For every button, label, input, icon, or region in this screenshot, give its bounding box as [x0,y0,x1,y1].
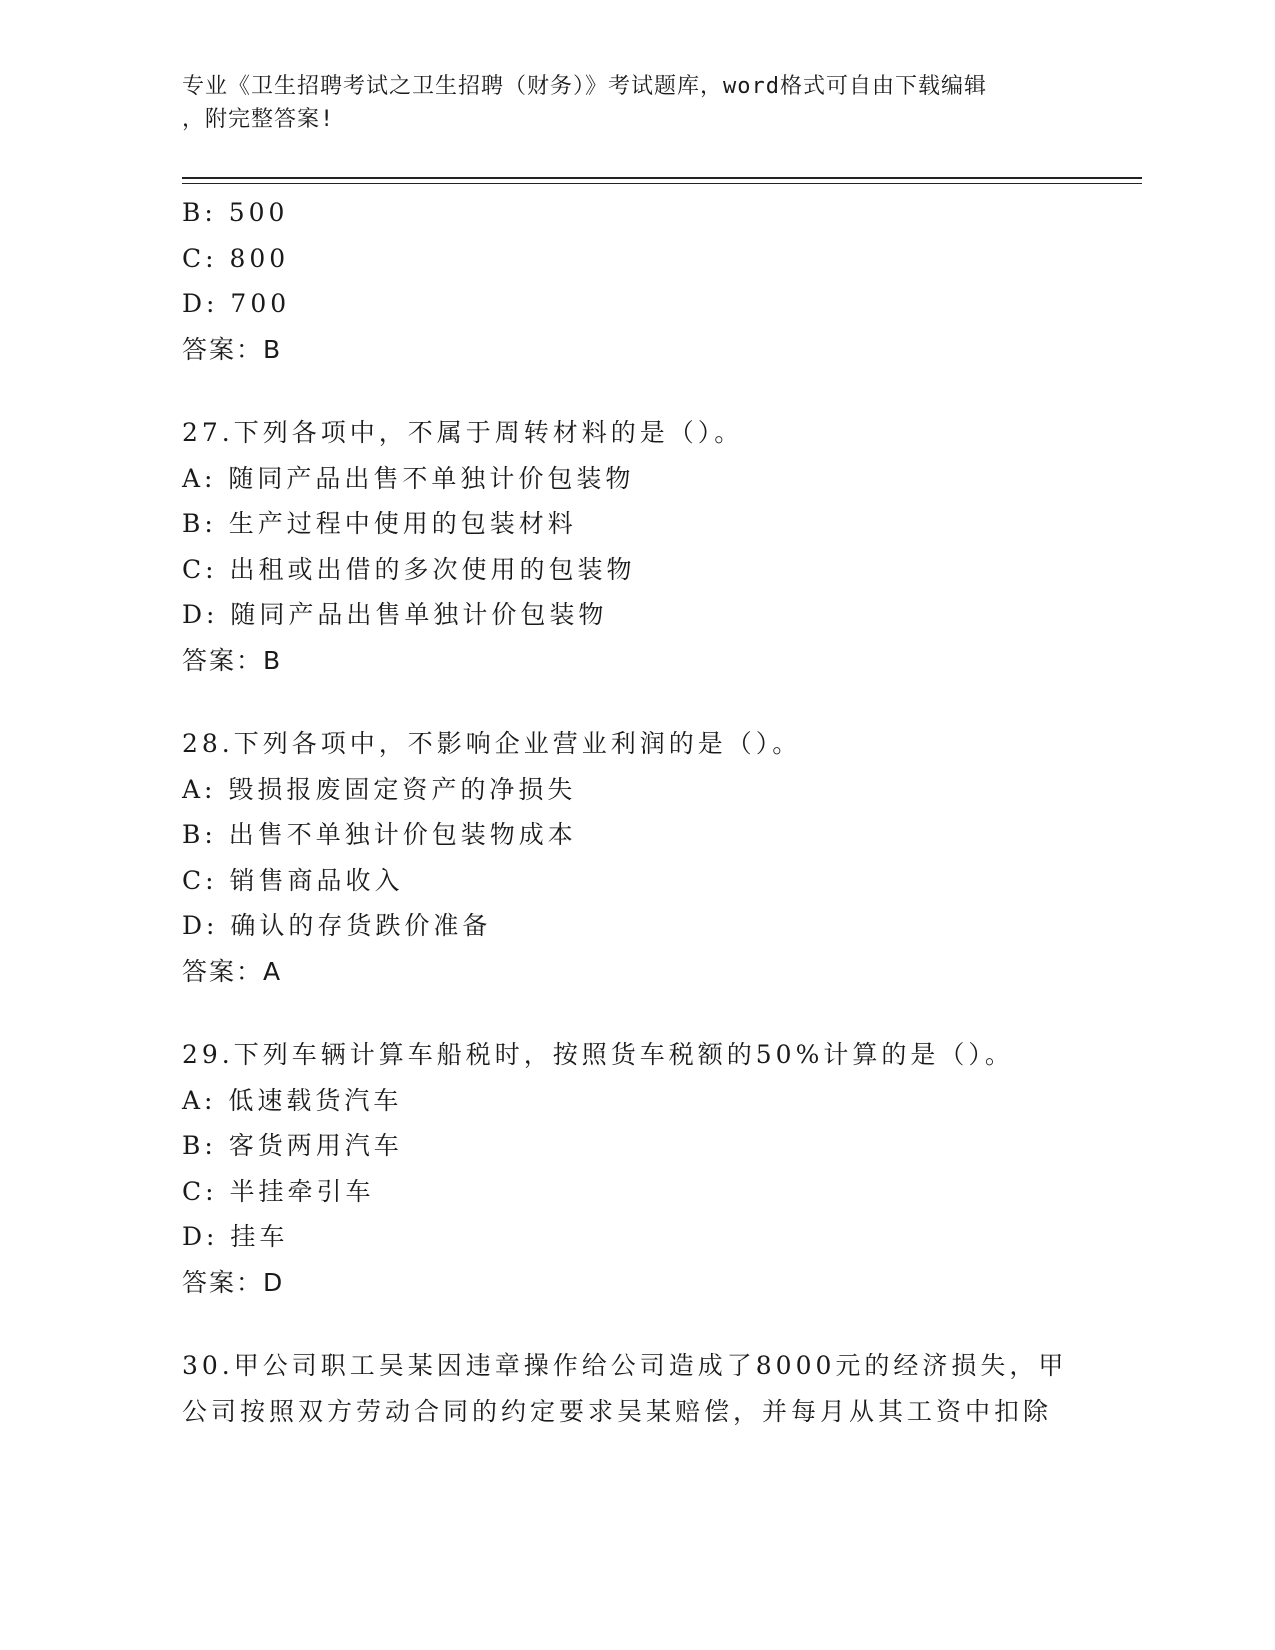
document-header [182,70,1062,136]
answer-line: 答案：D [182,1267,285,1297]
option-c: C: 800 [182,243,290,273]
header-line-1: 专业《卫生招聘考试之卫生招聘（财务）》考试题库，word格式可自由下载编辑 [182,74,987,99]
header-divider-top [182,177,1142,179]
option-d: D: 700 [182,289,291,318]
option-c: C: 出租或出借的多次使用的包装物 [182,554,636,584]
answer-line: 答案：A [182,956,283,986]
question-stem: 29.下列车辆计算车船税时，按照货车税额的50%计算的是（）。 [182,1040,1014,1069]
option-a: A: 毁损报废固定资产的净损失 [182,774,577,804]
header-line-2: ，附完整答案! [182,107,335,132]
question-27 [182,410,1062,683]
question-28 [182,721,1062,994]
option-d: D: 随同产品出售单独计价包装物 [182,600,608,629]
question-stem: 28.下列各项中，不影响企业营业利润的是（）。 [182,729,802,758]
option-d: D: 确认的存货跌价准备 [182,911,492,940]
option-b: B: 生产过程中使用的包装材料 [182,509,577,538]
question-stem: 27.下列各项中，不属于周转材料的是（）。 [182,418,744,447]
question-30 [182,1343,1068,1435]
option-b: B: 客货两用汽车 [182,1131,403,1160]
question-stem-line-1: 30.甲公司职工吴某因违章操作给公司造成了8000元的经济损失，甲 [182,1351,1068,1380]
option-a: A: 随同产品出售不单独计价包装物 [182,463,635,493]
answer-line: 答案：B [182,645,283,675]
option-b: B: 500 [182,198,289,227]
header-divider-bottom [182,183,1142,184]
question-stem-line-2: 公司按照双方劳动合同的约定要求吴某赔偿，并每月从其工资中扣除 [182,1397,1053,1426]
question-list [182,190,1068,1435]
answer-line: 答案：B [182,334,283,364]
option-c: C: 半挂牵引车 [182,1176,375,1206]
option-d: D: 挂车 [182,1222,289,1251]
option-c: C: 销售商品收入 [182,865,404,895]
question-29 [182,1032,1062,1305]
question-26-tail [182,190,1062,372]
option-a: A: 低速载货汽车 [182,1085,403,1115]
option-b: B: 出售不单独计价包装物成本 [182,820,577,849]
